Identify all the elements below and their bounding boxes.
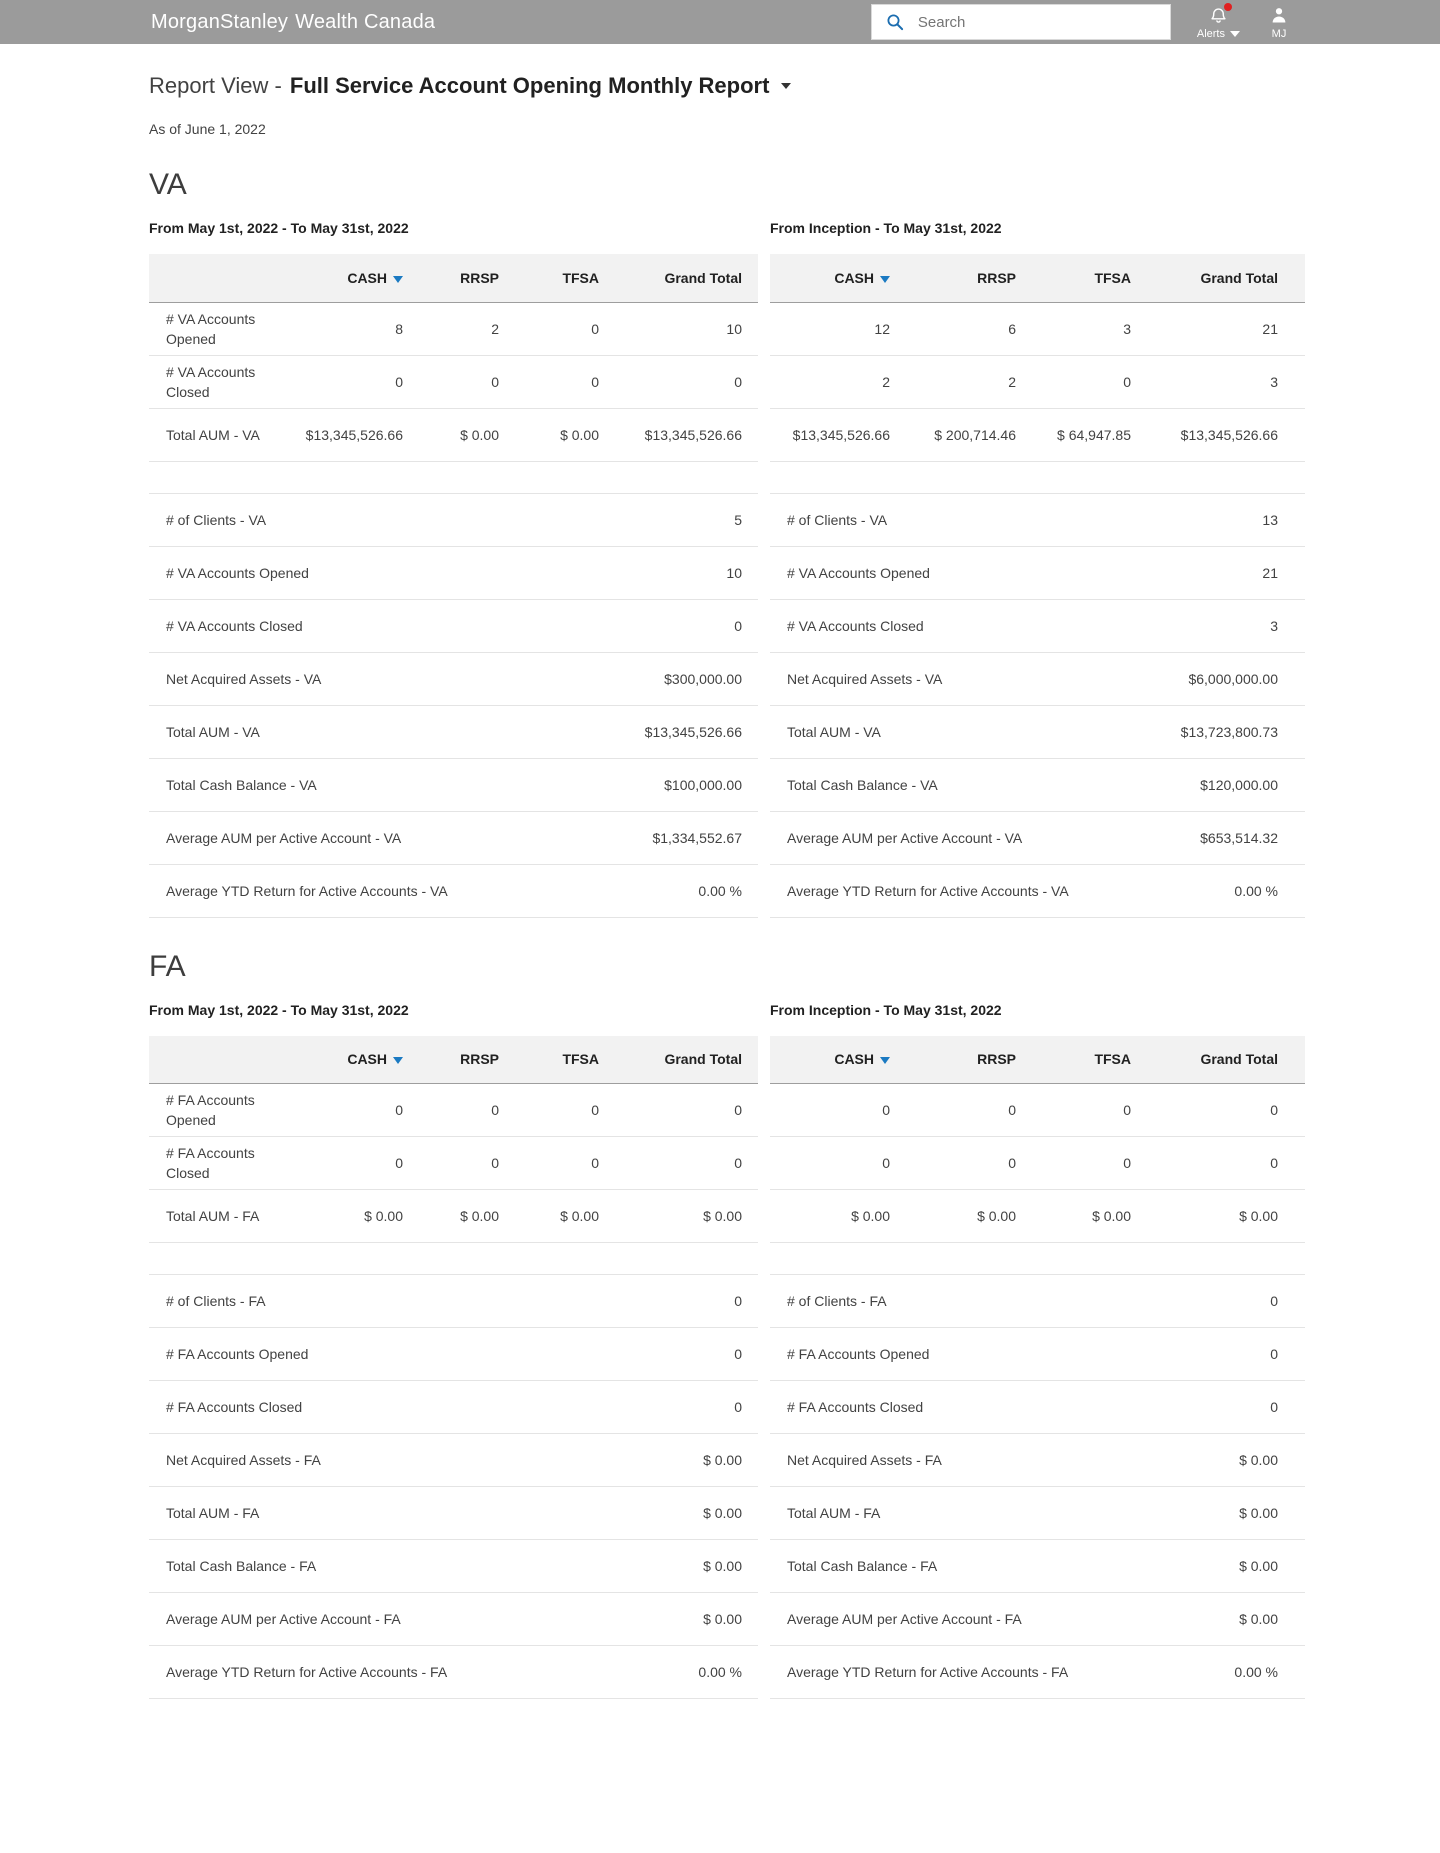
list-item: Average AUM per Active Account - FA $ 0.00 [149, 1593, 758, 1646]
fa-inception-panel [770, 984, 1305, 1700]
period-label: From Inception - To May 31st, 2022 [770, 220, 1002, 236]
list-item: Total Cash Balance - VA $120,000.00 [770, 759, 1305, 812]
page-title [149, 72, 1305, 100]
brand-primary: MorganStanley [151, 10, 289, 33]
sort-desc-icon [880, 1057, 890, 1064]
list-item: Average YTD Return for Active Accounts - VA 0.00 % [770, 865, 1305, 918]
column-header-tfsa: TFSA [1016, 1036, 1131, 1084]
list-item: # FA Accounts Closed 0 [149, 1381, 758, 1434]
search-input[interactable] [916, 13, 1160, 32]
column-header-tfsa: TFSA [499, 1036, 599, 1084]
list-item: Average AUM per Active Account - FA $ 0.00 [770, 1593, 1305, 1646]
section-fa [149, 950, 1305, 1700]
list-item: # of Clients - VA 13 [770, 494, 1305, 547]
table-row: 0 0 0 0 [770, 1137, 1305, 1190]
column-header-rrsp: RRSP [890, 254, 1016, 302]
top-navigation-bar [0, 0, 1440, 44]
brand-secondary: Wealth Canada [295, 10, 436, 33]
list-item: Total AUM - VA $13,345,526.66 [149, 706, 758, 759]
sort-desc-icon [393, 1057, 403, 1064]
list-item: # FA Accounts Opened 0 [770, 1328, 1305, 1381]
period-label: From May 1st, 2022 - To May 31st, 2022 [149, 220, 409, 236]
table-row: 12 6 3 21 [770, 302, 1305, 355]
list-item: Total Cash Balance - FA $ 0.00 [149, 1540, 758, 1593]
as-of-date: As of June 1, 2022 [149, 121, 266, 137]
table-row: # VA Accounts Opened 8 2 0 10 [149, 302, 758, 355]
column-header-grand-total: Grand Total [1131, 1036, 1305, 1084]
column-header-empty [149, 1036, 281, 1084]
list-item: # of Clients - VA 5 [149, 494, 758, 547]
table-row: 2 2 0 3 [770, 355, 1305, 408]
fa-inception-matrix-table [770, 1036, 1305, 1244]
column-header-rrsp: RRSP [890, 1036, 1016, 1084]
report-name-dropdown[interactable]: Full Service Account Opening Monthly Report [289, 73, 770, 98]
list-item: # FA Accounts Closed 0 [770, 1381, 1305, 1434]
sort-desc-icon [880, 276, 890, 283]
column-header-grand-total: Grand Total [1131, 254, 1305, 302]
table-row: Total AUM - VA $13,345,526.66 $ 0.00 $ 0.00 $13,345,526.66 [149, 408, 758, 461]
column-header-grand-total: Grand Total [599, 1036, 758, 1084]
user-icon [1270, 5, 1288, 25]
fa-month-matrix-table [149, 1036, 758, 1244]
table-row: # FA Accounts Closed 0 0 0 0 [149, 1137, 758, 1190]
search-box[interactable] [871, 4, 1171, 40]
va-inception-panel [770, 202, 1305, 918]
column-header-cash[interactable]: CASH [281, 254, 403, 302]
list-item: # of Clients - FA 0 [770, 1275, 1305, 1328]
va-inception-matrix-table [770, 254, 1305, 462]
fa-inception-summary-list [770, 1274, 1305, 1699]
list-item: # VA Accounts Opened 10 [149, 547, 758, 600]
fa-month-panel [149, 984, 758, 1700]
user-menu[interactable] [1270, 5, 1288, 40]
list-item: Average YTD Return for Active Accounts - FA 0.00 % [770, 1646, 1305, 1699]
list-item: Total Cash Balance - VA $100,000.00 [149, 759, 758, 812]
sort-desc-icon [393, 276, 403, 283]
column-header-cash[interactable]: CASH [770, 1036, 890, 1084]
column-header-tfsa: TFSA [499, 254, 599, 302]
table-row: Total AUM - FA $ 0.00 $ 0.00 $ 0.00 $ 0.00 [149, 1190, 758, 1243]
section-va [149, 168, 1305, 918]
va-month-matrix-table [149, 254, 758, 462]
table-row: $ 0.00 $ 0.00 $ 0.00 $ 0.00 [770, 1190, 1305, 1243]
list-item: Net Acquired Assets - FA $ 0.00 [770, 1434, 1305, 1487]
column-header-tfsa: TFSA [1016, 254, 1131, 302]
va-month-summary-list [149, 493, 758, 918]
list-item: # VA Accounts Closed 0 [149, 600, 758, 653]
va-month-panel [149, 202, 758, 918]
list-item: Total Cash Balance - FA $ 0.00 [770, 1540, 1305, 1593]
alerts-menu[interactable] [1197, 5, 1240, 40]
column-header-cash[interactable]: CASH [770, 254, 890, 302]
list-item: # VA Accounts Closed 3 [770, 600, 1305, 653]
column-header-rrsp: RRSP [403, 254, 499, 302]
alerts-label: Alerts [1196, 27, 1225, 40]
table-row: # VA Accounts Closed 0 0 0 0 [149, 355, 758, 408]
list-item: Average AUM per Active Account - VA $653,514.32 [770, 812, 1305, 865]
search-icon [886, 13, 904, 31]
period-label: From May 1st, 2022 - To May 31st, 2022 [149, 1001, 409, 1018]
list-item: # FA Accounts Opened 0 [149, 1328, 758, 1381]
list-item: Net Acquired Assets - VA $6,000,000.00 [770, 653, 1305, 706]
list-item: Total AUM - FA $ 0.00 [770, 1487, 1305, 1540]
list-item: Total AUM - VA $13,723,800.73 [770, 706, 1305, 759]
brand-logo [151, 11, 435, 34]
section-heading: VA [149, 168, 187, 201]
list-item: # VA Accounts Opened 21 [770, 547, 1305, 600]
va-inception-summary-list [770, 493, 1305, 918]
column-header-rrsp: RRSP [403, 1036, 499, 1084]
column-header-grand-total: Grand Total [599, 254, 758, 302]
list-item: Average YTD Return for Active Accounts - FA 0.00 % [149, 1646, 758, 1699]
list-item: Net Acquired Assets - VA $300,000.00 [149, 653, 758, 706]
period-label: From Inception - To May 31st, 2022 [770, 1001, 1002, 1018]
caret-down-icon[interactable] [781, 83, 791, 89]
list-item: Average AUM per Active Account - VA $1,334,552.67 [149, 812, 758, 865]
list-item: # of Clients - FA 0 [149, 1275, 758, 1328]
section-heading: FA [149, 949, 186, 983]
alert-badge [1224, 3, 1232, 11]
list-item: Net Acquired Assets - FA $ 0.00 [149, 1434, 758, 1487]
table-row: $13,345,526.66 $ 200,714.46 $ 64,947.85 $13,345,526.66 [770, 408, 1305, 461]
table-row: # FA Accounts Opened 0 0 0 0 [149, 1084, 758, 1137]
column-header-cash[interactable]: CASH [281, 1036, 403, 1084]
fa-month-summary-list [149, 1274, 758, 1699]
caret-down-icon [1230, 31, 1240, 37]
column-header-empty [149, 254, 281, 302]
list-item: Average YTD Return for Active Accounts - VA 0.00 % [149, 865, 758, 918]
list-item: Total AUM - FA $ 0.00 [149, 1487, 758, 1540]
user-initials: MJ [1271, 27, 1287, 40]
table-row: 0 0 0 0 [770, 1084, 1305, 1137]
report-view-prefix: Report View - [149, 73, 282, 98]
